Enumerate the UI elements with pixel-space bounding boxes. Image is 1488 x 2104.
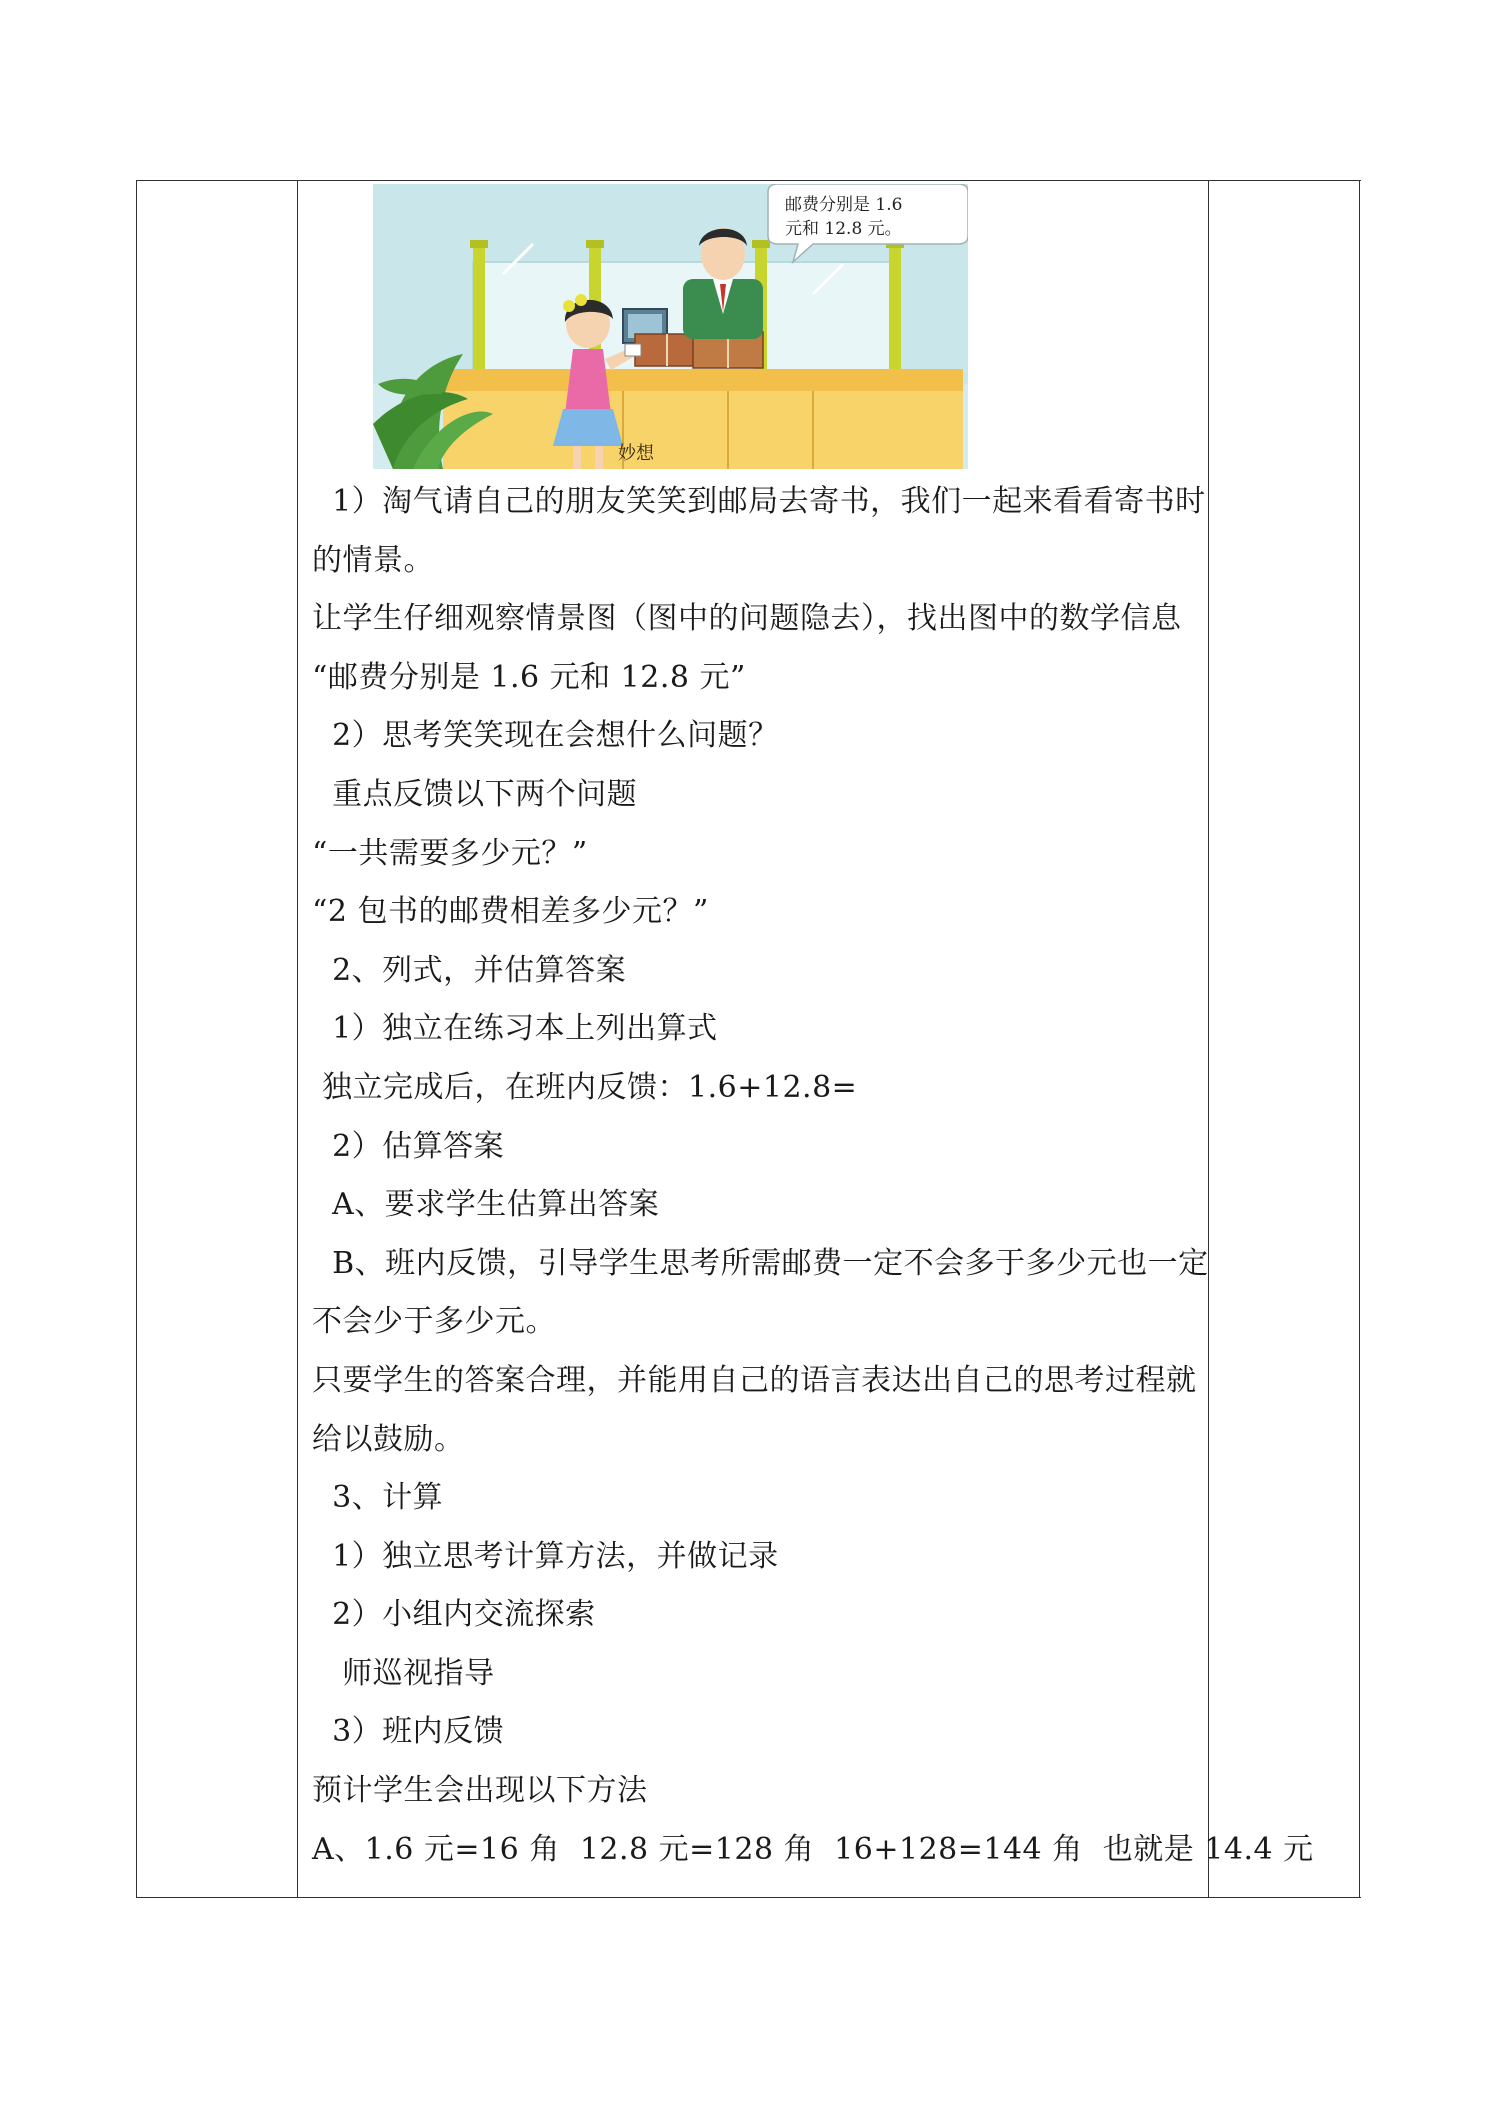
text-line: 预计学生会出现以下方法 <box>312 1773 648 1809</box>
text-line: 师巡视指导 <box>312 1655 495 1691</box>
text-line: 让学生仔细观察情景图（图中的问题隐去），找出图中的数学信息 <box>312 601 1182 637</box>
lesson-text <box>312 473 1314 1879</box>
text-line: 3、计算 <box>312 1480 444 1516</box>
bubble-line-2: 元和 12.8 元。 <box>785 219 902 239</box>
text-line: 1）独立在练习本上列出算式 <box>312 1011 718 1047</box>
text-line: 给以鼓励。 <box>312 1421 465 1457</box>
text-line: 3）班内反馈 <box>312 1714 505 1750</box>
text-line: 不会少于多少元。 <box>312 1304 556 1340</box>
text-line: 的情景。 <box>312 542 434 578</box>
table-border-left <box>136 181 137 1897</box>
table-divider-1 <box>297 181 298 1897</box>
text-line: 2、列式，并估算答案 <box>312 952 627 988</box>
text-line: 2）估算答案 <box>312 1128 505 1164</box>
text-line: A、1.6 元=16 角 12.8 元=128 角 16+128=144 角 也就是 14.4 元 <box>312 1831 1314 1867</box>
text-line: “2 包书的邮费相差多少元？” <box>312 894 709 930</box>
text-line: 只要学生的答案合理，并能用自己的语言表达出自己的思考过程就 <box>312 1362 1197 1398</box>
text-line: 1）淘气请自己的朋友笑笑到邮局去寄书，我们一起来看看寄书时 <box>312 484 1206 519</box>
text-line: “一共需要多少元？” <box>312 835 588 871</box>
text-line: 2）思考笑笑现在会想什么问题？ <box>312 718 779 754</box>
text-line: 独立完成后，在班内反馈：1.6+12.8= <box>312 1069 858 1105</box>
text-line: “邮费分别是 1.6 元和 12.8 元” <box>312 659 746 695</box>
lesson-content-cell <box>312 181 1314 1897</box>
post-office-illustration <box>373 184 968 469</box>
bubble-line-1: 邮费分别是 1.6 <box>785 195 903 215</box>
text-line: 2）小组内交流探索 <box>312 1597 596 1633</box>
lesson-table <box>136 180 1361 1898</box>
table-divider-2 <box>1208 181 1209 1897</box>
text-line: A、要求学生估算出答案 <box>312 1187 660 1223</box>
illustration-caption: 妙想 <box>618 443 654 464</box>
text-line: 重点反馈以下两个问题 <box>312 776 638 812</box>
text-line: B、班内反馈，引导学生思考所需邮费一定不会多于多少元也一定 <box>312 1245 1209 1281</box>
table-border-right <box>1359 181 1360 1897</box>
text-line: 1）独立思考计算方法，并做记录 <box>312 1538 779 1574</box>
